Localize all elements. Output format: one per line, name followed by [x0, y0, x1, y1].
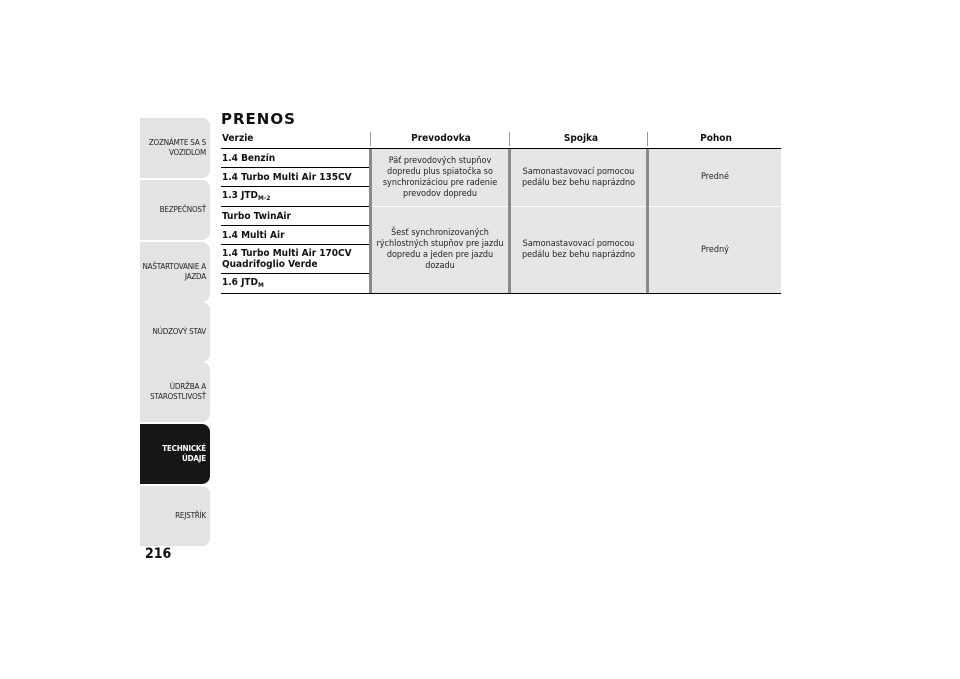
version-name-sub: M-2	[258, 193, 271, 202]
table-row	[221, 274, 369, 294]
gearbox-cell: Päť prevodových stupňov dopredu plus spiatočka so synchronizáciou pre radenie prevodov dopredu	[372, 149, 508, 206]
transmission-table	[221, 130, 781, 294]
tab-starting-driving[interactable]	[140, 242, 210, 302]
header-separator	[370, 132, 371, 146]
tab-label: TECHNICKÉ ÚDAJE	[162, 444, 206, 463]
tab-label: STAROSTLIVOSŤ	[150, 392, 206, 401]
table-row	[221, 187, 369, 207]
version-name-main: 1.6 JTD	[222, 277, 259, 288]
tab-label: REJSTŘÍK	[175, 511, 206, 520]
tab-index[interactable]	[140, 486, 210, 546]
version-name-main: 1.3 JTD	[222, 189, 259, 201]
version-name: 1.4 Turbo Multi Air 170CV Quadrifoglio Verde	[222, 248, 352, 270]
version-name: 1.4 Turbo Multi Air 135CV	[222, 171, 352, 183]
tab-label: BEZPEČNOSŤ	[159, 205, 206, 214]
version-name-sub: M	[258, 281, 264, 289]
header-separator	[509, 132, 510, 146]
tab-label: JAZDA	[184, 272, 206, 281]
drive-cell: Predný	[649, 207, 781, 293]
table-row	[221, 226, 369, 245]
drive-cell: Predné	[649, 149, 781, 206]
gearbox-cell: Šesť synchronizovaných rýchlostných stupňov pre jazdu dopredu a jeden pre jazdu dozadu	[372, 207, 508, 293]
clutch-cell: Samonastavovací pomocou pedálu bez behu naprázdno	[511, 149, 646, 206]
version-name	[222, 190, 270, 204]
header-gearbox: Prevodovka	[411, 133, 471, 144]
header-clutch: Spojka	[563, 133, 599, 144]
tab-emergency[interactable]	[140, 302, 210, 362]
tab-maintenance[interactable]	[140, 362, 210, 422]
table-row	[221, 207, 369, 226]
version-name: Turbo TwinAir	[222, 210, 291, 222]
version-name: 1.4 Benzín	[222, 152, 276, 164]
table-bottom-rule	[221, 293, 781, 294]
tab-label: NÚDZOVÝ STAV	[152, 327, 206, 336]
tab-technical-data[interactable]	[140, 424, 210, 484]
table-row	[221, 149, 369, 168]
tab-label: VOZIDLOM	[168, 148, 206, 157]
header-separator	[647, 132, 648, 146]
tab-label: ÚDRŽBA A	[169, 382, 206, 391]
section-title: PRENOS	[221, 110, 296, 128]
header-drive: Pohon	[700, 133, 732, 144]
tab-vehicle-intro[interactable]	[140, 118, 210, 178]
header-version: Verzie	[222, 133, 254, 144]
tab-label: NAŠTARTOVANIE A	[142, 262, 206, 271]
version-name: 1.4 Multi Air	[222, 229, 285, 241]
page-number: 216	[145, 546, 172, 562]
table-row	[221, 168, 369, 187]
clutch-cell: Samonastavovací pomocou pedálu bez behu naprázdno	[511, 207, 646, 293]
table-row	[221, 245, 369, 274]
tab-label: ZOZNÁMTE SA S	[148, 138, 206, 147]
tab-safety[interactable]	[140, 180, 210, 240]
version-name	[222, 277, 264, 291]
